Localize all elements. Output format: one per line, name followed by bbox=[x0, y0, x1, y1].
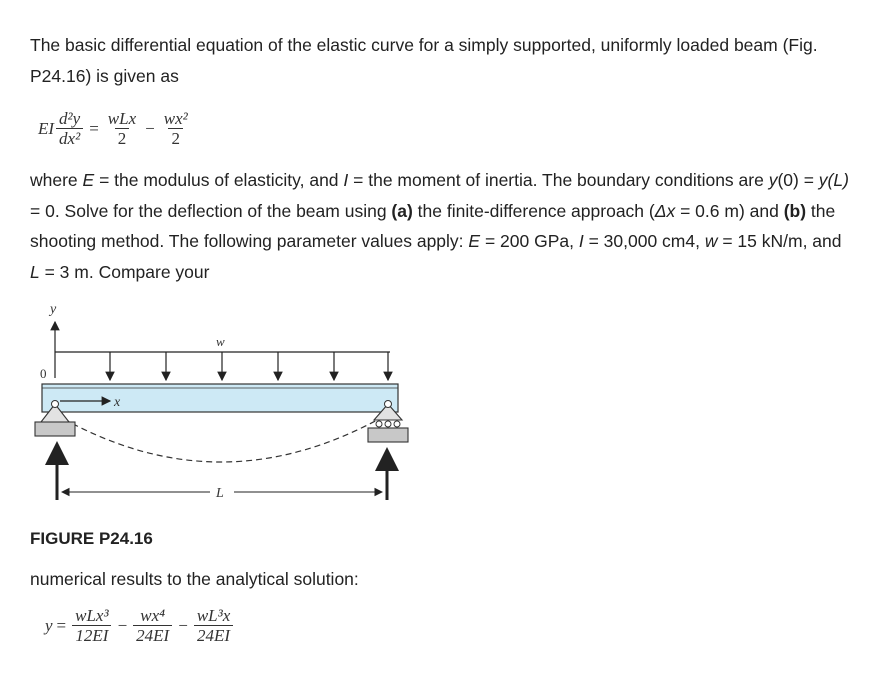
solution-term-3-num: wL³x bbox=[196, 606, 231, 625]
body-s10: = 30,000 cm4, bbox=[583, 231, 705, 251]
body-s7: = 0.6 m) and bbox=[675, 200, 784, 221]
solution-term-1-num: wLx³ bbox=[75, 606, 109, 625]
body-s9: = 200 GPa, bbox=[480, 231, 579, 251]
intro-paragraph: The basic differential equation of the elastic curve for a simply supported, uniformly loaded beam (Fig. P24.16) is given as bbox=[30, 35, 818, 86]
solution-lhs: y bbox=[45, 616, 53, 635]
equals-sign: = bbox=[89, 119, 99, 138]
x-axis-label: x bbox=[114, 395, 121, 410]
minus-sign: − bbox=[145, 119, 155, 138]
term-1-num: wLx bbox=[107, 109, 137, 128]
lhs-derivative bbox=[56, 110, 83, 148]
body-paragraph bbox=[30, 165, 850, 287]
body-bc2: y(L) bbox=[818, 170, 849, 190]
body-s8: the shooting method. The following parameter values apply: bbox=[30, 200, 836, 251]
body-s2: = the modulus of elasticity, and bbox=[94, 170, 344, 190]
body-s12: = 3 m. Compare your bbox=[39, 261, 210, 282]
analytical-solution bbox=[45, 607, 235, 645]
solution-term-2-num: wx⁴ bbox=[140, 606, 166, 625]
body-part-b: (b) bbox=[783, 200, 807, 221]
term-2 bbox=[161, 110, 191, 148]
y-axis-label: y bbox=[50, 302, 57, 317]
body-dx: Δx bbox=[654, 200, 676, 221]
term-2-den: 2 bbox=[168, 128, 183, 148]
load-label: w bbox=[216, 334, 225, 349]
figure-caption: FIGURE P24.16 bbox=[30, 529, 153, 548]
lhs-num: d²y bbox=[59, 109, 81, 128]
span-label: L bbox=[216, 486, 224, 501]
body-I2: I bbox=[578, 231, 584, 251]
body-s1: where bbox=[30, 170, 83, 190]
body-part-a: (a) bbox=[391, 200, 413, 221]
solution-minus-2: − bbox=[178, 616, 188, 635]
beam-figure bbox=[0, 300, 873, 520]
term-2-num: wx² bbox=[163, 109, 188, 128]
deflection-curve bbox=[55, 414, 388, 462]
body-s4: (0) = bbox=[777, 170, 819, 190]
solution-equals: = bbox=[56, 616, 67, 635]
outro-paragraph: numerical results to the analytical solution: bbox=[30, 569, 359, 589]
solution-term-2-den: 24EI bbox=[133, 625, 172, 645]
body-s5: = 0. Solve for the deflection of the beam using bbox=[30, 200, 392, 221]
solution-term-1-den: 12EI bbox=[72, 625, 111, 645]
solution-minus-1: − bbox=[117, 616, 128, 635]
term-1-den: 2 bbox=[115, 128, 130, 148]
body-I: I bbox=[343, 170, 349, 190]
origin-label: 0 bbox=[40, 366, 47, 381]
body-E: E bbox=[82, 170, 95, 190]
body-s3: = the moment of inertia. The boundary conditions are bbox=[348, 170, 769, 190]
solution-term-3 bbox=[194, 607, 233, 645]
lhs-prefix: EI bbox=[38, 119, 55, 138]
solution-term-1 bbox=[72, 607, 111, 645]
body-s6: the finite-difference approach ( bbox=[412, 200, 655, 221]
body-bc1: y bbox=[768, 170, 778, 190]
solution-term-3-den: 24EI bbox=[194, 625, 233, 645]
term-1 bbox=[105, 110, 139, 148]
differential-equation bbox=[38, 110, 193, 148]
body-w: w bbox=[704, 231, 718, 251]
body-s11: = 15 kN/m, and bbox=[717, 231, 842, 251]
lhs-den: dx² bbox=[56, 128, 83, 148]
body-L: L bbox=[30, 261, 40, 282]
body-E2: E bbox=[468, 231, 481, 251]
solution-term-2 bbox=[133, 607, 172, 645]
